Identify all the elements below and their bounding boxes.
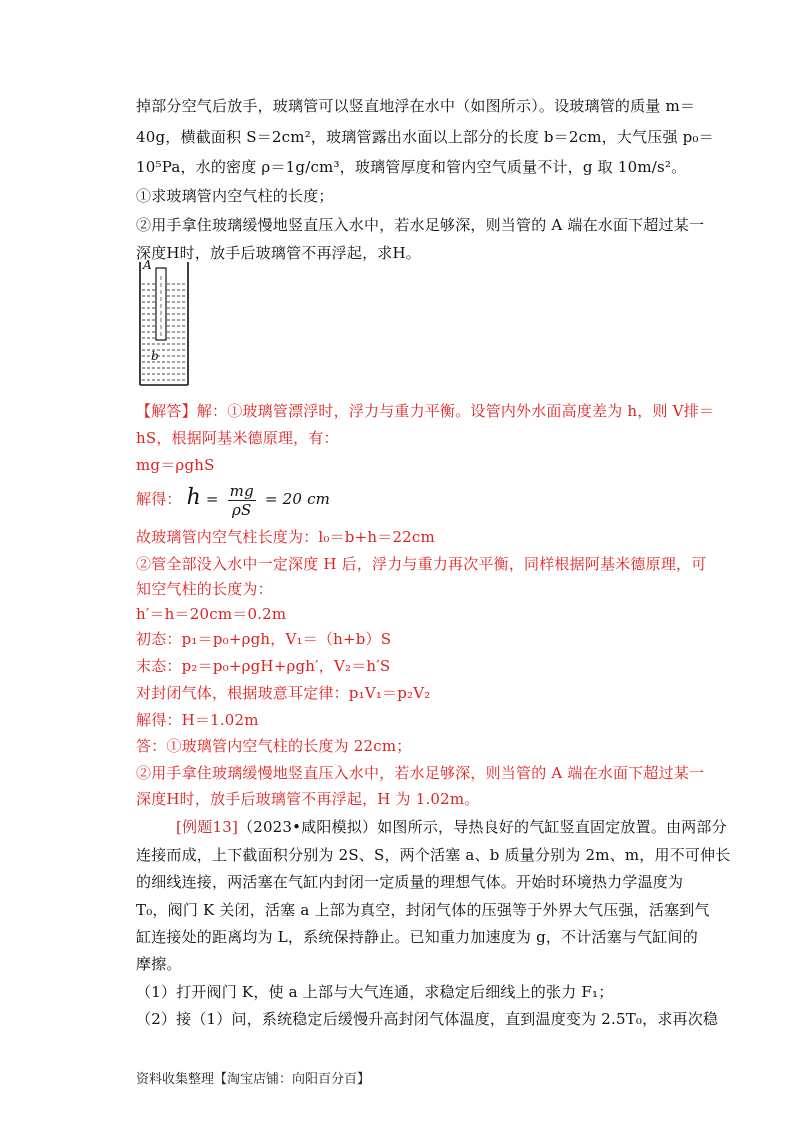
problem-line-4: ①求玻璃管内空气柱的长度；: [136, 187, 334, 205]
solution-line-11: 对封闭气体，根据玻意耳定律：p₁V₁＝p₂V₂: [136, 684, 431, 702]
solution-line-2: hS，根据阿基米德原理，有：: [136, 429, 339, 447]
solution-line-6: ②管全部没入水中一定深度 H 后，浮力与重力再次平衡，同样根据阿基米德原理，可: [136, 555, 707, 573]
example13-line-6: 摩擦。: [136, 955, 182, 973]
formula-result: = 20 cm: [264, 490, 331, 508]
solution-line-8: h′＝h＝20cm＝0.2m: [136, 605, 287, 623]
example13-text-1: （2023•咸阳模拟）如图所示，导热良好的气缸竖直固定放置。由两部分: [238, 818, 727, 836]
solution-line-15: 深度H时，放手后玻璃管不再浮起，H 为 1.02m。: [136, 790, 480, 808]
example13-line-8: （2）接（1）问，系统稳定后缓慢升高封闭气体温度，直到温度变为 2.5T₀，求再次稳: [136, 1010, 719, 1028]
problem-line-2: 40g，横截面积 S＝2cm²，玻璃管露出水面以上部分的长度 b＝2cm，大气压强 p₀＝: [136, 128, 714, 146]
solution-line-7: 知空气柱的长度为：: [136, 580, 273, 598]
solution-tag: 【解答】: [136, 402, 197, 420]
problem-line-6: 深度H时，放手后玻璃管不再浮起，求H。: [136, 244, 421, 262]
formula-eq: =: [205, 490, 219, 508]
example13-line-3: 的细线连接，两活塞在气缸内封闭一定质量的理想气体。开始时环境热力学温度为: [136, 873, 684, 891]
solution-line-5: 故玻璃管内空气柱长度为：l₀＝b+h＝22cm: [136, 528, 435, 546]
solution-line-3: mg＝ρghS: [136, 456, 215, 474]
solve-label: 解得：: [136, 490, 182, 508]
solution-text-1: 解：①玻璃管漂浮时，浮力与重力平衡。设管内外水面高度差为 h，则 V排＝: [196, 402, 715, 420]
example13-line-2: 连接而成，上下截面积分别为 2S、S，两个活塞 a、b 质量分别为 2m、m，用不可伸长: [136, 846, 731, 864]
label-b: b: [151, 349, 159, 363]
solution-line-13: 答：①玻璃管内空气柱的长度为 22cm；: [136, 737, 412, 755]
example13-line-1: [176, 817, 727, 837]
example13-line-7: （1）打开阀门 K，使 a 上部与大气连通，求稳定后细线上的张力 F₁；: [136, 983, 614, 1001]
problem-line-5: ②用手拿住玻璃缓慢地竖直压入水中，若水足够深，则当管的 A 端在水面下超过某一: [136, 216, 705, 234]
fraction-numerator: mg: [229, 481, 254, 500]
solution-line-9: 初态：p₁＝p₀+ρgh，V₁＝（h+b）S: [136, 630, 392, 648]
glass-tube-figure: [136, 254, 206, 388]
example13-label: [例题13]: [176, 818, 238, 836]
label-a: A: [143, 258, 152, 272]
page-footer: 资料收集整理【淘宝店铺：向阳百分百】: [136, 1072, 371, 1087]
problem-line-1: 掉部分空气后放手，玻璃管可以竖直地浮在水中（如图所示）。设玻璃管的质量 m＝: [136, 97, 696, 115]
solution-line-1: [136, 401, 714, 421]
example13-line-4: T₀，阀门 K 关闭，活塞 a 上部为真空，封闭气体的压强等于外界大气压强，活塞到气: [136, 901, 710, 919]
solution-formula-line: [136, 478, 330, 520]
formula-h: h: [186, 485, 201, 510]
solution-line-10: 末态：p₂＝p₀+ρgH+ρgh′，V₂＝h′S: [136, 657, 391, 675]
solution-line-14: ②用手拿住玻璃缓慢地竖直压入水中，若水足够深，则当管的 A 端在水面下超过某一: [136, 764, 705, 782]
solution-line-12: 解得：H＝1.02m: [136, 711, 259, 729]
formula-fraction: [228, 482, 256, 519]
fraction-denominator: ρS: [232, 500, 252, 519]
problem-line-3: 10⁵Pa，水的密度 ρ＝1g/cm³，玻璃管厚度和管内空气质量不计，g 取 10m/s²。: [136, 158, 687, 176]
example13-line-5: 缸连接处的距离均为 L，系统保持静止。已知重力加速度为 g，不计活塞与气缸间的: [136, 928, 698, 946]
